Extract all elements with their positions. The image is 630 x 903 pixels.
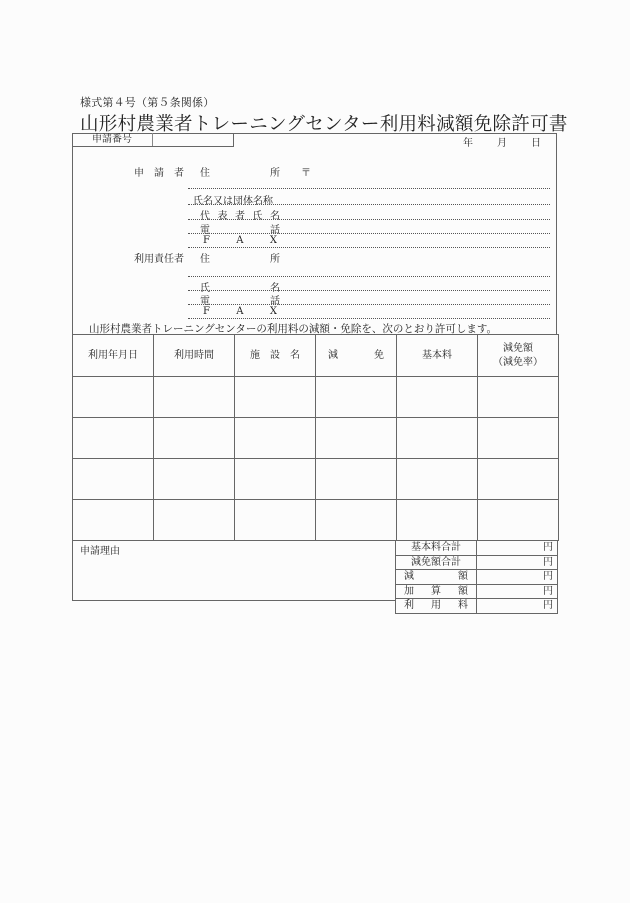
summary-row-usage-fee <box>396 599 558 614</box>
usage-fee-label: 利 用 料 <box>396 599 477 614</box>
responsible-address-line[interactable] <box>188 276 550 277</box>
date-year-label: 年 <box>463 138 473 149</box>
cell-discount-amount[interactable] <box>478 377 559 418</box>
cell-exemption[interactable] <box>316 500 397 541</box>
table-row <box>73 459 559 500</box>
application-number-box <box>72 133 234 147</box>
column-usage-date: 利用年月日 <box>73 335 154 377</box>
column-base-fee: 基本料 <box>397 335 478 377</box>
applicant-fax-label: F A X <box>203 235 277 246</box>
form-number: 様式第４号（第５条関係） <box>80 96 215 109</box>
date-day-label: 日 <box>531 138 541 149</box>
discount-total-label: 減免額合計 <box>396 555 477 570</box>
applicant-phone-line[interactable] <box>188 233 550 234</box>
cell-usage-date[interactable] <box>73 377 154 418</box>
usage-fee-value[interactable] <box>477 599 558 614</box>
responsible-phone-label: 電 話 <box>200 296 280 307</box>
table-row <box>73 500 559 541</box>
representative-name-line[interactable] <box>188 219 550 220</box>
responsible-name-line[interactable] <box>188 290 550 291</box>
summary-row-base-total <box>396 541 558 556</box>
document-title: 山形村農業者トレーニングセンター利用料減額免除許可書 <box>80 114 568 135</box>
permission-statement: 山形村農業者トレーニングセンターの利用料の減額・免除を、次のとおり許可します。 <box>89 323 498 335</box>
yen-unit: 円 <box>543 571 553 583</box>
application-reason-box[interactable] <box>72 540 396 601</box>
discount-total-value[interactable] <box>477 555 558 570</box>
table-row <box>73 418 559 459</box>
cell-base-fee[interactable] <box>397 459 478 500</box>
representative-name-label: 代 表 者 氏 名 <box>200 211 280 222</box>
applicant-phone-label: 電 話 <box>200 225 280 236</box>
responsible-fax-label: F A X <box>203 306 277 317</box>
cell-usage-time[interactable] <box>154 500 235 541</box>
applicant-section-label: 申 請 者 <box>134 168 184 179</box>
applicant-fax-line[interactable] <box>188 247 550 248</box>
column-discount-amount: 減免額 （減免率） <box>478 335 559 377</box>
yen-unit: 円 <box>543 542 553 554</box>
cell-usage-time[interactable] <box>154 377 235 418</box>
cell-base-fee[interactable] <box>397 418 478 459</box>
cell-exemption[interactable] <box>316 377 397 418</box>
cell-facility-name[interactable] <box>235 418 316 459</box>
yen-unit: 円 <box>543 585 553 597</box>
usage-table-header <box>73 335 559 377</box>
application-number-label: 申請番号 <box>72 133 153 146</box>
postal-mark: 〒 <box>301 168 311 179</box>
column-exemption: 減 免 <box>316 335 397 377</box>
surcharge-label: 加 算 額 <box>396 584 477 599</box>
responsible-name-label: 氏 名 <box>200 283 280 294</box>
yen-unit: 円 <box>543 556 553 568</box>
usage-table <box>72 334 559 541</box>
cell-base-fee[interactable] <box>397 377 478 418</box>
base-fee-total-label: 基本料合計 <box>396 541 477 556</box>
column-usage-time: 利用時間 <box>154 335 235 377</box>
cell-discount-amount[interactable] <box>478 418 559 459</box>
applicant-address-line[interactable] <box>188 188 550 189</box>
responsible-address-label: 住 所 <box>200 254 280 265</box>
cell-discount-amount[interactable] <box>478 500 559 541</box>
application-reason-label: 申請理由 <box>80 546 120 557</box>
base-fee-total-value[interactable] <box>477 541 558 556</box>
surcharge-value[interactable] <box>477 584 558 599</box>
applicant-name-line[interactable] <box>188 204 550 205</box>
reduction-value[interactable] <box>477 570 558 585</box>
yen-unit: 円 <box>543 600 553 612</box>
cell-usage-date[interactable] <box>73 459 154 500</box>
summary-row-surcharge <box>396 584 558 599</box>
application-number-field[interactable] <box>153 133 233 146</box>
reduction-label: 減 額 <box>396 570 477 585</box>
cell-facility-name[interactable] <box>235 377 316 418</box>
cell-usage-time[interactable] <box>154 418 235 459</box>
table-row <box>73 377 559 418</box>
cell-facility-name[interactable] <box>235 459 316 500</box>
fee-summary-table <box>395 540 558 614</box>
cell-usage-time[interactable] <box>154 459 235 500</box>
responsible-person-section-label: 利用責任者 <box>134 254 184 265</box>
column-facility-name: 施 設 名 <box>235 335 316 377</box>
cell-exemption[interactable] <box>316 459 397 500</box>
responsible-phone-line[interactable] <box>188 304 550 305</box>
cell-base-fee[interactable] <box>397 500 478 541</box>
cell-exemption[interactable] <box>316 418 397 459</box>
date-month-label: 月 <box>497 138 507 149</box>
applicant-name-label: 氏名又は団体名称 <box>193 196 273 207</box>
applicant-address-label: 住 所 <box>200 168 280 179</box>
cell-usage-date[interactable] <box>73 500 154 541</box>
summary-row-reduction <box>396 570 558 585</box>
cell-facility-name[interactable] <box>235 500 316 541</box>
summary-row-discount-total <box>396 555 558 570</box>
responsible-fax-line[interactable] <box>188 318 550 319</box>
cell-usage-date[interactable] <box>73 418 154 459</box>
cell-discount-amount[interactable] <box>478 459 559 500</box>
